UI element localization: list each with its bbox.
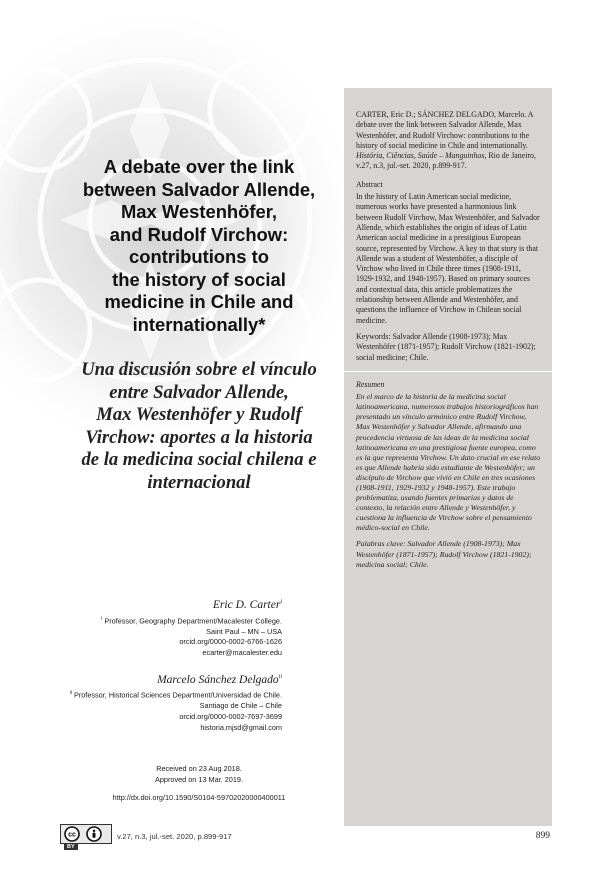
author-affiliation: $^{ii}$ Professor, Historical Sciences Department/Universidad de Chile. Santiago de Chile – Chile: [69, 690, 282, 711]
affiliation-mark: ii: [69, 690, 72, 697]
page-number: 899: [535, 831, 550, 841]
abstract-box: [344, 88, 552, 826]
title-es-line: Max Westenhöfer y Rudolf: [96, 404, 302, 426]
author-orcid[interactable]: orcid.org/0000-0002-6766-1626: [179, 637, 282, 647]
title-english: [58, 156, 340, 336]
resumen-keywords: Palabras clave: Salvador Allende (1908-1973); Max Westenhöfer (1871-1957); Rudolf Virchow (1821-1902); medicina social; Chile.: [356, 539, 532, 569]
cc-license-badge[interactable]: [60, 824, 112, 844]
license-label: BY: [64, 844, 78, 850]
title-en-line: the history of social: [112, 268, 286, 290]
title-en-line: Max Westenhöfer,: [120, 201, 278, 222]
citation: CARTER, Eric D.; SÁNCHEZ DELGADO, Marcelo. A debate over the link between Salvador Allende, Max Westenhöfer, and Rudolf Virchow: contributions to the history of social medicine in Chile and internationally. História, Ciências, Saúde – Manguinhos, Rio de Janeiro, v.27, n.3, jul.-set. 2020, p.899-917.: [356, 110, 536, 171]
title-en-line: between Salvador Allende,: [82, 178, 316, 200]
authors-block: [58, 595, 340, 733]
journal-name: História, Ciências, Saúde – Manguinhos: [356, 151, 485, 161]
author-name: Marcelo Sánchez Delgado$^{ii}$: [157, 673, 282, 686]
abstract-text: In the history of Latin American social medicine, numerous works have presented a harmonious link between Rudolf Virchow, Max Westenhöfer, and Salvador Allende, which establishes the origin of ideas of Latin American social medicine in a prestigious European source, represented by Virchow. A key to that story is that Allende was a student of Westenhöfer, a disciple of Virchow who lived in Chile three times (1908-1911, 1929-1932, and 1948-1957). Based on primary sources and contextual data, this article problematizes the relationship between Allende and Westenhöfer, and questions the influence of Virchow in Chilean social medicine.: [356, 192, 540, 325]
svg-text:cc: cc: [68, 831, 76, 839]
resumen-heading: Resumen: [356, 379, 385, 389]
title-es-line: de la medicina social chilena e: [81, 449, 317, 471]
title-en-line: A debate over the link: [103, 156, 295, 177]
author-orcid[interactable]: orcid.org/0000-0002-7697-3699: [179, 712, 282, 722]
affiliation-mark: i: [101, 615, 103, 622]
resumen-text: En el marco de la historia de la medicina social latinoamericana, numerosos trabajos historiográficos han presentado un vínculo armónico entre Rudolf Virchow, Max Westenhöfer y Salvador Allende, afirmando una procedencia virtuosa de las ideas de la medicina social latinoamericana en una prestigiosa fuente europea, como es la que representa Virchow. Un dato crucial en ese relato es que Allende habría sido estudiante de Westenhöfer; un discípulo de Virchow que vivió en Chile en tres ocasiones (1908-1911, 1929-1932 y 1948-1957). Este trabajo problematiza, usando fuentes primarias y datos de contexto, la relación entre Allende y Westenhöfer, y cuestiona la influencia de Virchow sobre el pensamiento médico-social en Chile.: [356, 392, 541, 533]
author-affiliation: $^i$ Professor, Geography Department/Macalester College. Saint Paul – MN – USA: [101, 615, 282, 636]
title-es-line: Virchow: aportes a la historia: [85, 426, 313, 448]
abstract-heading: Abstract: [356, 179, 383, 189]
title-en-line: medicine in Chile and: [104, 291, 294, 312]
received-date: Received on 23 Aug 2018.: [156, 764, 242, 773]
title-en-line: contributions to: [129, 246, 269, 267]
author-mark: ii: [278, 673, 282, 680]
divider: [344, 371, 552, 372]
abstract-keywords: Keywords: Salvador Allende (1908-1973); Max Westenhöfer (1871-1957); Rudolf Virchow (1821-1902); social medicine; Chile.: [356, 331, 536, 362]
attribution-person-icon: [87, 827, 101, 841]
dates-block: [58, 763, 340, 803]
issue-info: v.27, n.3, jul.-set. 2020, p.899-917: [117, 832, 232, 841]
title-es-line: Una discusión sobre el vínculo: [81, 359, 317, 380]
title-en-line: and Rudolf Virchow:: [109, 223, 289, 245]
author-email[interactable]: historia.mjsd@gmail.com: [200, 722, 282, 732]
author-email[interactable]: ecarter@macalester.edu: [202, 648, 282, 658]
author-name: Eric D. Carter$^i$: [212, 598, 282, 611]
title-spanish: [58, 359, 340, 495]
doi-link[interactable]: http://dx.doi.org/10.1590/S0104-59702020000400011: [112, 792, 286, 802]
title-es-line: internacional: [147, 471, 251, 493]
approved-date: Approved on 13 Mar. 2019.: [154, 775, 244, 785]
resumen-section: [356, 380, 541, 570]
page-footer: [0, 818, 603, 858]
title-es-line: entre Salvador Allende,: [109, 381, 289, 403]
title-en-line: internationally*: [132, 313, 266, 335]
creative-commons-icon: [65, 827, 79, 841]
author-mark: i: [280, 599, 282, 605]
